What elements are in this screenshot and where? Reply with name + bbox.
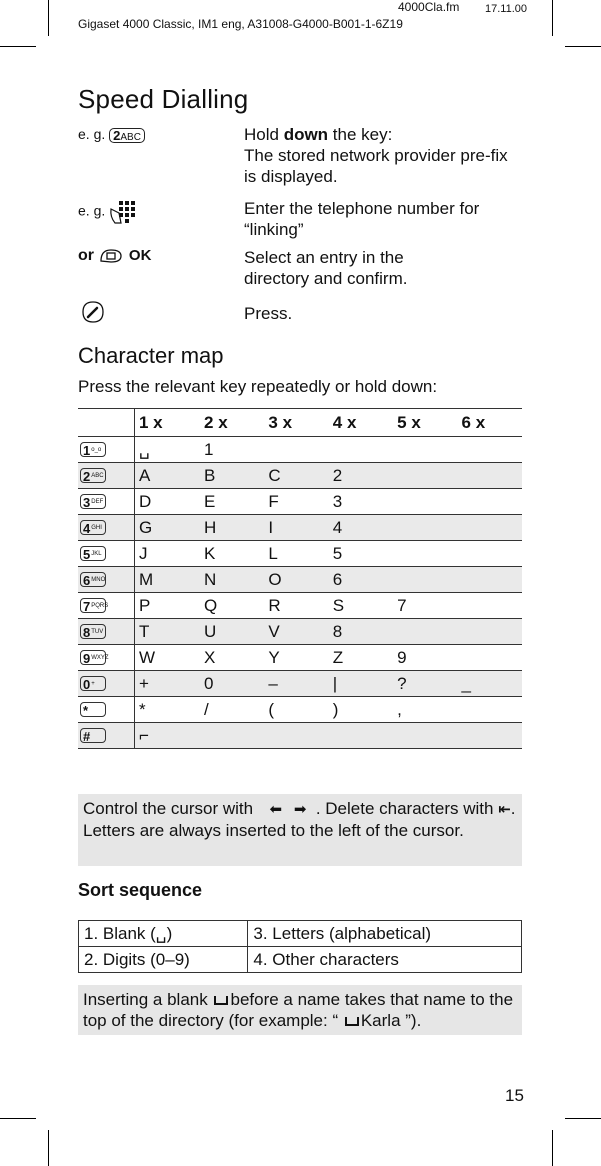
- crop-mark: [552, 0, 553, 36]
- character-cell: A: [135, 463, 201, 489]
- character-cell: D: [135, 489, 201, 515]
- character-cell: [458, 697, 522, 723]
- table-cell: 3. Letters (alphabetical): [248, 921, 522, 947]
- key-digit: 2: [83, 468, 91, 484]
- character-map-table: [78, 408, 522, 749]
- table-cell: 2. Digits (0–9): [79, 947, 248, 973]
- character-cell: [458, 489, 522, 515]
- key-digit: #: [83, 728, 91, 744]
- character-cell: I: [264, 515, 328, 541]
- key-letters: ABC: [91, 472, 104, 479]
- text-after: the key: The stored network provider pre-fix is displayed.: [244, 125, 508, 186]
- key-letters: o_o: [91, 446, 102, 453]
- instruction-press: Press.: [244, 304, 293, 323]
- column-header: 2 x: [200, 409, 264, 437]
- ok-key-icon: OK: [128, 247, 152, 265]
- instruction-hold-down: [244, 124, 524, 187]
- table-cell: 4. Other characters: [248, 947, 522, 973]
- character-cell: [264, 723, 328, 749]
- key-letters: JKL: [91, 550, 102, 557]
- key-letters: DEF: [91, 498, 104, 505]
- character-cell: [329, 437, 393, 463]
- page-number: 15: [505, 1086, 524, 1105]
- character-cell: J: [135, 541, 201, 567]
- arrow-left-icon: ⬅: [269, 801, 283, 818]
- table-row: [78, 541, 522, 567]
- row-label: [78, 247, 151, 265]
- character-cell: ): [329, 697, 393, 723]
- phone-key-icon: [80, 676, 106, 691]
- phone-key-icon: [80, 728, 106, 743]
- character-cell: G: [135, 515, 201, 541]
- section-title-character-map: Character map: [78, 343, 224, 368]
- table-row: [78, 463, 522, 489]
- character-cell: [393, 463, 457, 489]
- sort-sequence-table: [78, 920, 522, 973]
- key-digit: 1: [83, 442, 91, 458]
- character-cell: 2: [329, 463, 393, 489]
- note-text: . Delete characters with: [315, 799, 494, 818]
- key-cell: [78, 489, 135, 515]
- key-cell: [78, 541, 135, 567]
- phone-key-icon: [80, 546, 106, 561]
- character-cell: [458, 645, 522, 671]
- table-row: [78, 697, 522, 723]
- character-cell: V: [264, 619, 328, 645]
- character-cell: 3: [329, 489, 393, 515]
- note-text: Inserting a blank: [83, 990, 208, 1009]
- row-label: [78, 126, 145, 143]
- table-cell: 1. Blank (␣): [79, 921, 248, 947]
- table-row: [78, 619, 522, 645]
- character-map-intro: Press the relevant key repeatedly or hold down:: [78, 377, 438, 396]
- table-row: [79, 947, 522, 973]
- character-cell: [200, 723, 264, 749]
- header-filename: 4000Cla.fm: [398, 0, 460, 14]
- table-row: [79, 921, 522, 947]
- key-digit: 9: [83, 650, 91, 666]
- bold-text: down: [283, 125, 329, 144]
- table-row: [78, 515, 522, 541]
- character-cell: P: [135, 593, 201, 619]
- key-digit: 4: [83, 520, 91, 536]
- key-cell: [78, 697, 135, 723]
- table-row: [78, 723, 522, 749]
- character-cell: ⌐: [135, 723, 201, 749]
- key-cell: [78, 593, 135, 619]
- crop-mark: [552, 1130, 553, 1166]
- character-cell: T: [135, 619, 201, 645]
- label-prefix: e. g.: [78, 202, 106, 219]
- cursor-note: [78, 794, 522, 866]
- key-cell: [78, 645, 135, 671]
- table-row: [78, 567, 522, 593]
- phone-key-icon: [80, 624, 106, 639]
- talk-key-icon: [80, 300, 106, 329]
- key-digit: 3: [83, 494, 91, 510]
- column-header: 6 x: [458, 409, 522, 437]
- character-cell: [458, 723, 522, 749]
- crop-mark: [48, 1130, 49, 1166]
- character-cell: 6: [329, 567, 393, 593]
- character-cell: [458, 619, 522, 645]
- character-cell: [393, 515, 457, 541]
- character-cell: 7: [393, 593, 457, 619]
- character-cell: 9: [393, 645, 457, 671]
- table-row: [78, 645, 522, 671]
- character-cell: [264, 437, 328, 463]
- sort-sequence-title: Sort sequence: [78, 880, 203, 900]
- phone-key-icon: [80, 598, 109, 614]
- key-digit: 6: [83, 572, 91, 588]
- key-cell: [78, 619, 135, 645]
- key-cell: [78, 515, 135, 541]
- key-letters: PQRS: [91, 602, 109, 609]
- keypad-icon: [109, 199, 135, 225]
- phone-key-icon: [80, 702, 106, 717]
- character-cell: U: [200, 619, 264, 645]
- key-digit: 5: [83, 546, 91, 562]
- character-cell: /: [200, 697, 264, 723]
- blank-symbol-icon: [214, 996, 228, 1005]
- phone-key-icon: [80, 468, 106, 483]
- table-header-row: [78, 409, 522, 437]
- character-cell: |: [329, 671, 393, 697]
- character-cell: [393, 723, 457, 749]
- key-cell: [78, 437, 135, 463]
- character-cell: *: [135, 697, 201, 723]
- character-cell: +: [135, 671, 201, 697]
- crop-mark: [565, 46, 601, 47]
- character-cell: Q: [200, 593, 264, 619]
- label-prefix: or: [78, 247, 94, 265]
- label-prefix: e. g.: [78, 126, 106, 142]
- character-cell: [329, 723, 393, 749]
- character-cell: _: [458, 671, 522, 697]
- character-cell: –: [264, 671, 328, 697]
- key-digit: *: [83, 702, 89, 718]
- key-digit: 7: [83, 598, 91, 614]
- crop-mark: [0, 1118, 36, 1119]
- character-cell: N: [200, 567, 264, 593]
- character-cell: 8: [329, 619, 393, 645]
- character-cell: ␣: [135, 437, 201, 463]
- character-cell: (: [264, 697, 328, 723]
- character-cell: 0: [200, 671, 264, 697]
- table-row: [78, 489, 522, 515]
- row-label: [78, 199, 135, 225]
- character-cell: C: [264, 463, 328, 489]
- crop-mark: [48, 0, 49, 36]
- instruction-enter-number: Enter the telephone number for “linking”: [244, 199, 480, 239]
- blank-note: [78, 985, 522, 1035]
- character-cell: [458, 463, 522, 489]
- header-date: 17.11.00: [485, 3, 528, 15]
- character-cell: W: [135, 645, 201, 671]
- phone-key-icon: [80, 442, 106, 457]
- instruction-select-entry: Select an entry in the directory and confirm.: [244, 248, 408, 288]
- arrow-right-icon: ➡: [293, 801, 307, 818]
- key-digit: 0: [83, 676, 91, 692]
- character-cell: [458, 567, 522, 593]
- crop-mark: [565, 1118, 601, 1119]
- key-cell: [78, 567, 135, 593]
- character-cell: ,: [393, 697, 457, 723]
- character-cell: F: [264, 489, 328, 515]
- character-cell: [393, 437, 457, 463]
- header-empty-cell: [78, 409, 135, 437]
- character-cell: [458, 541, 522, 567]
- key-2-icon: 2ABC: [109, 128, 145, 143]
- key-cell: [78, 463, 135, 489]
- character-cell: ?: [393, 671, 457, 697]
- key-digit: 8: [83, 624, 91, 640]
- note-text: . Letters are always inserted to the left of the cursor.: [83, 799, 516, 840]
- character-cell: [393, 541, 457, 567]
- header-doc-ref: Gigaset 4000 Classic, IM1 eng, A31008-G4000-B001-1-6Z19: [78, 17, 403, 31]
- character-cell: M: [135, 567, 201, 593]
- note-text: Control the cursor with: [83, 799, 254, 818]
- character-cell: [393, 619, 457, 645]
- key-letters: +: [91, 680, 95, 687]
- character-cell: R: [264, 593, 328, 619]
- character-cell: S: [329, 593, 393, 619]
- key-cell: [78, 723, 135, 749]
- character-cell: [458, 515, 522, 541]
- key-letters: WXYZ: [91, 654, 109, 661]
- text: Hold: [244, 125, 284, 144]
- character-cell: 5: [329, 541, 393, 567]
- table-row: [78, 671, 522, 697]
- character-cell: B: [200, 463, 264, 489]
- character-cell: L: [264, 541, 328, 567]
- character-cell: O: [264, 567, 328, 593]
- character-cell: H: [200, 515, 264, 541]
- character-cell: 1: [200, 437, 264, 463]
- blank-symbol-icon: [345, 1017, 359, 1026]
- column-header: 1 x: [135, 409, 201, 437]
- character-cell: Z: [329, 645, 393, 671]
- phone-key-icon: [80, 520, 106, 535]
- table-row: [78, 437, 522, 463]
- key-letters: GHI: [91, 524, 102, 531]
- character-cell: [458, 437, 522, 463]
- delete-key-icon: ⇤: [498, 801, 511, 818]
- crop-mark: [0, 46, 36, 47]
- column-header: 4 x: [329, 409, 393, 437]
- key-letters: MNO: [91, 576, 106, 583]
- key-cell: [78, 671, 135, 697]
- phone-key-icon: [80, 494, 106, 509]
- character-cell: 4: [329, 515, 393, 541]
- column-header: 3 x: [264, 409, 328, 437]
- character-cell: [393, 489, 457, 515]
- section-title-speed-dialling: Speed Dialling: [78, 84, 249, 114]
- note-text: before a name takes that name to the top of the directory (for example: “: [83, 990, 514, 1030]
- note-text: Karla ”).: [360, 1011, 422, 1030]
- character-cell: Y: [264, 645, 328, 671]
- character-cell: [458, 593, 522, 619]
- column-header: 5 x: [393, 409, 457, 437]
- directory-key-icon: [98, 247, 124, 265]
- character-cell: [393, 567, 457, 593]
- phone-key-icon: [80, 650, 109, 666]
- key-letters: TUV: [91, 628, 104, 635]
- table-row: [78, 593, 522, 619]
- character-cell: E: [200, 489, 264, 515]
- phone-key-icon: [80, 572, 106, 587]
- character-cell: K: [200, 541, 264, 567]
- character-cell: X: [200, 645, 264, 671]
